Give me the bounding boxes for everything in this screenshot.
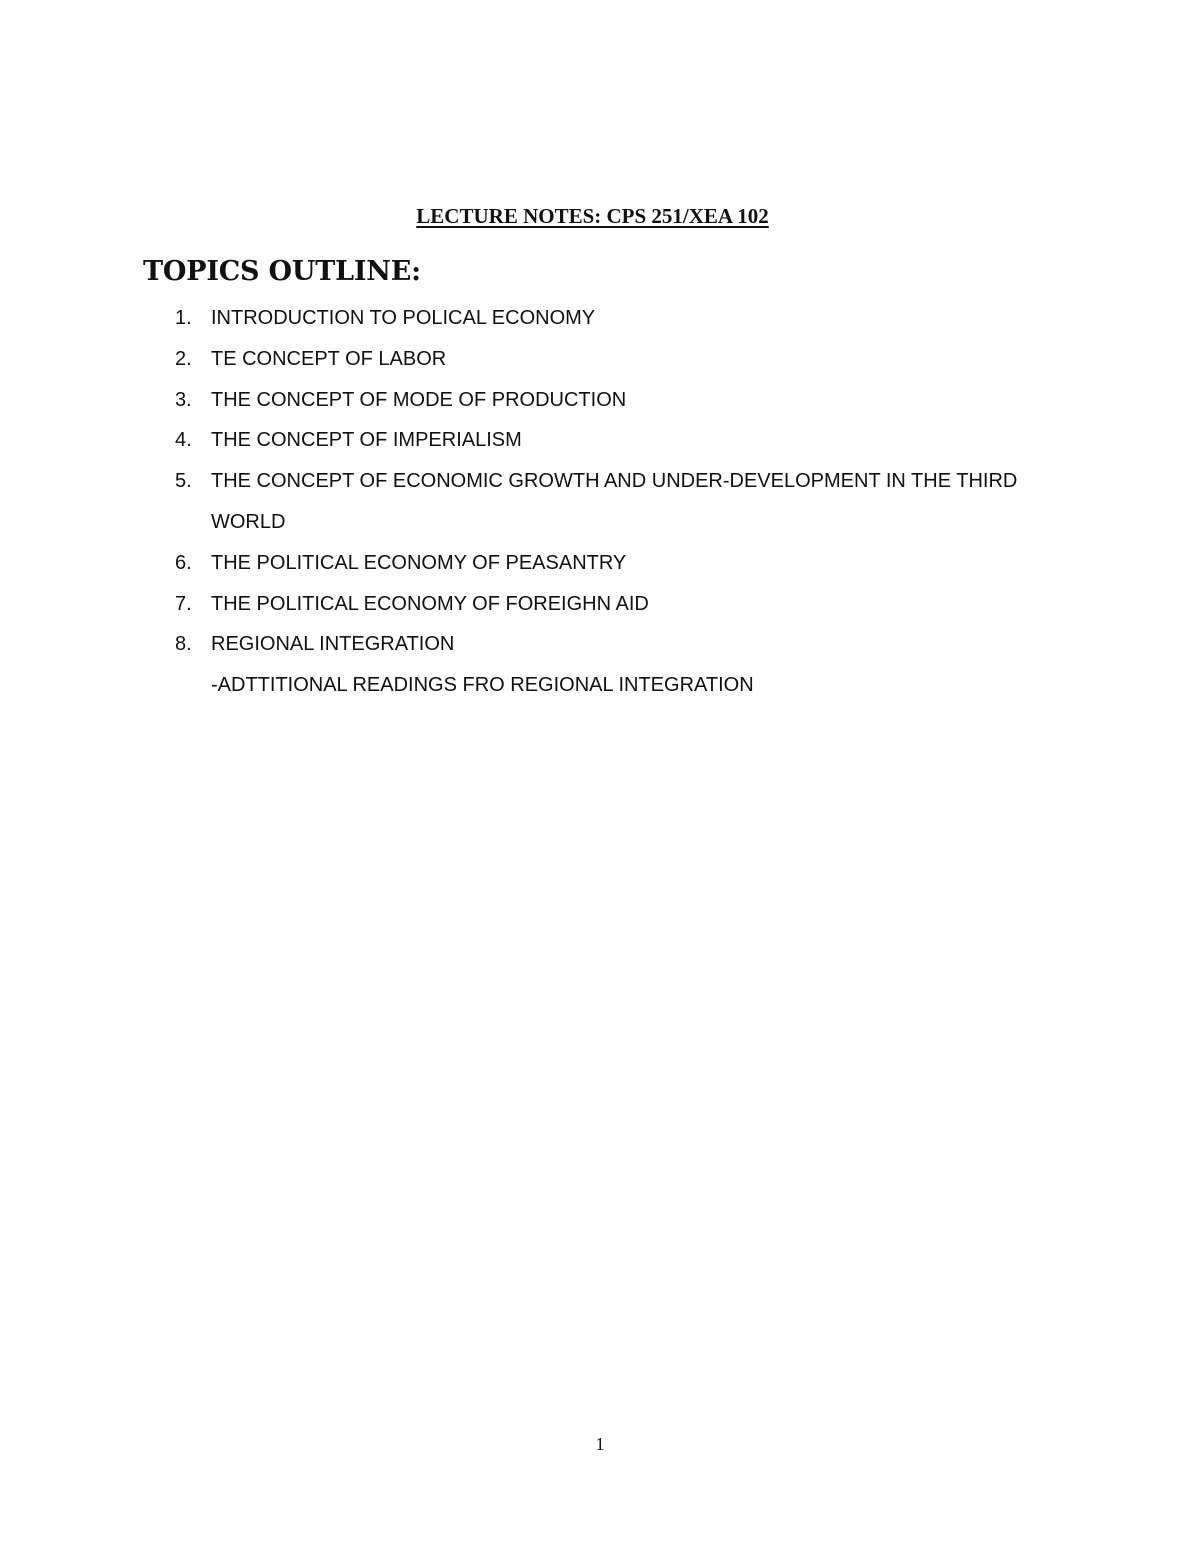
topic-number: 3. bbox=[175, 388, 192, 411]
topic-label: THE POLITICAL ECONOMY OF FOREIGHN AID bbox=[211, 592, 649, 615]
topic-item-4 bbox=[0, 420, 1200, 461]
topic-number: 7. bbox=[175, 592, 192, 615]
topic-item-3 bbox=[0, 380, 1200, 421]
topic-item-5 bbox=[0, 461, 1200, 543]
topic-number: 1. bbox=[175, 307, 192, 329]
topics-outline-heading: TOPICS OUTLINE: bbox=[143, 256, 421, 287]
topic-label: INTRODUCTION TO POLICAL ECONOMY bbox=[211, 307, 596, 329]
topic-number: 8. bbox=[175, 633, 192, 656]
topic-item-1 bbox=[0, 298, 1200, 339]
topic-number: 4. bbox=[175, 429, 192, 452]
topic-number: 6. bbox=[175, 551, 192, 574]
topic-label: REGIONAL INTEGRATION bbox=[211, 633, 455, 656]
topic-number: 2. bbox=[175, 347, 192, 370]
topic-label: THE CONCEPT OF ECONOMIC GROWTH AND UNDER-DEVELOPMENT IN THE THIRD WORLD bbox=[211, 470, 1018, 533]
topic-label: THE CONCEPT OF MODE OF PRODUCTION bbox=[211, 388, 627, 411]
topic-label: THE CONCEPT OF IMPERIALISM bbox=[211, 429, 522, 452]
topic-label: TE CONCEPT OF LABOR bbox=[211, 347, 447, 370]
topic-sub-item: -ADTTITIONAL READINGS FRO REGIONAL INTEGRATION bbox=[211, 674, 754, 697]
topic-label: THE POLITICAL ECONOMY OF PEASANTRY bbox=[211, 551, 627, 574]
topic-number: 5. bbox=[175, 470, 192, 493]
topic-item-7 bbox=[0, 584, 1200, 625]
lecture-notes-title: LECTURE NOTES: CPS 251/XEA 102 bbox=[416, 204, 769, 228]
topic-item-8 bbox=[0, 624, 1200, 706]
page-number: 1 bbox=[595, 1434, 605, 1454]
topic-item-2 bbox=[0, 339, 1200, 380]
topic-list bbox=[0, 298, 1200, 706]
topic-item-6 bbox=[0, 543, 1200, 584]
